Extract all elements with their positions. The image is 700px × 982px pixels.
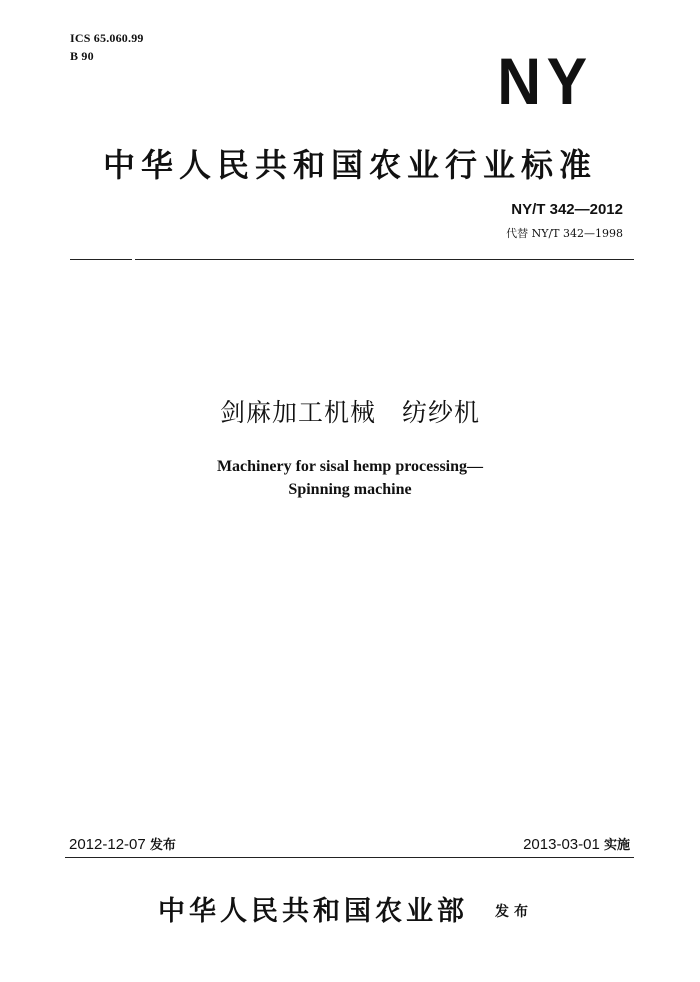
document-title-chinese: 剑麻加工机械 纺纱机 (219, 398, 480, 427)
ics-code: ICS 65.060.99 (70, 31, 144, 45)
document-title-english-line1: Machinery for sisal hemp processing— (216, 458, 484, 475)
document-title-english-line2: Spinning machine (288, 481, 412, 498)
header-divider-short (70, 259, 132, 260)
replaces-standard: 代替 NY/T 342—1998 (506, 227, 623, 240)
footer-divider (65, 857, 634, 858)
implementation-label: 实施 (603, 838, 630, 853)
implementation-date-block (523, 834, 630, 853)
issue-label: 发布 (149, 838, 176, 853)
standard-number: NY/T 342—2012 (511, 201, 623, 218)
standard-series-title: 中华人民共和国农业行业标准 (102, 146, 597, 184)
issue-date: 2012-12-07 (69, 836, 146, 853)
header-divider-long (135, 259, 634, 260)
issue-date-block (69, 834, 176, 853)
implementation-date: 2013-03-01 (523, 836, 600, 853)
publisher-verb: 发布 (495, 904, 533, 920)
publisher-name: 中华人民共和国农业部 (158, 896, 468, 927)
ccs-code: B 90 (70, 49, 94, 63)
ny-logo: NY (497, 44, 593, 118)
